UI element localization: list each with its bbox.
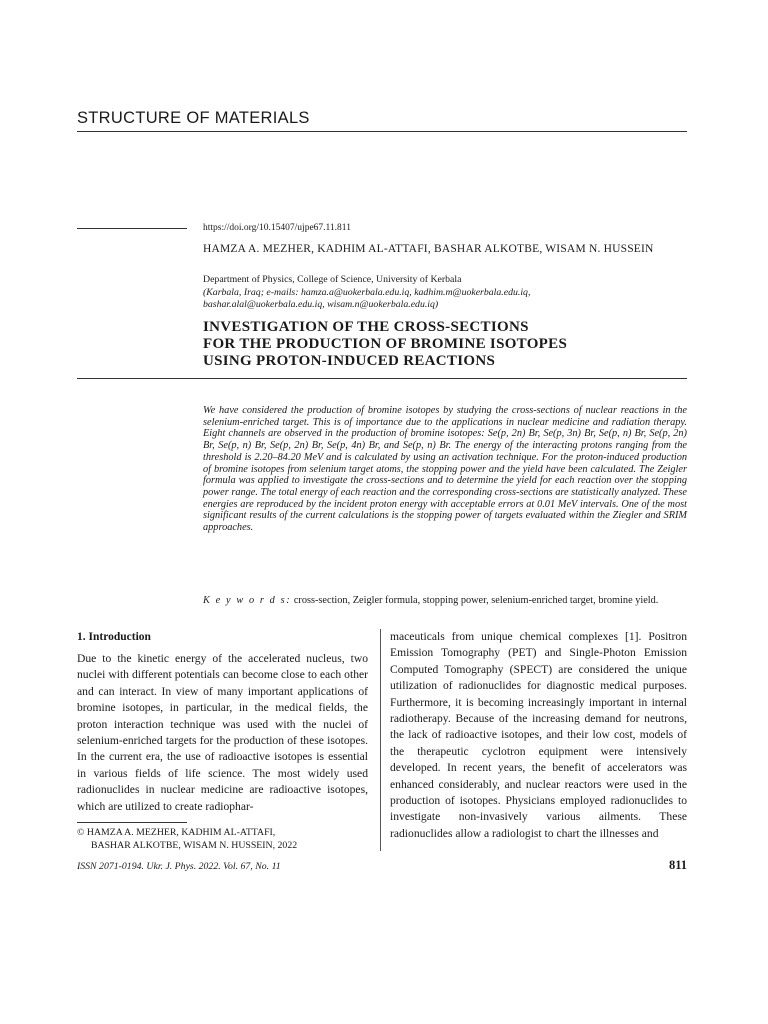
- title-line-2: FOR THE PRODUCTION OF BROMINE ISOTOPES: [203, 336, 568, 352]
- left-column: [77, 629, 368, 815]
- reaction-8: Se(p, n): [402, 440, 440, 452]
- journal-citation: ISSN 2071-0194. Ukr. J. Phys. 2022. Vol. 67, No. 11: [77, 861, 281, 872]
- header-divider: [77, 131, 687, 132]
- reaction-2-product: Br,: [584, 428, 599, 440]
- abstract: [203, 405, 687, 534]
- footnote-rule: [77, 822, 187, 823]
- reaction-5: Se(p, n): [218, 440, 255, 452]
- reaction-1: Se(p, 2n): [487, 428, 529, 440]
- reaction-7-product: Br, and: [368, 440, 403, 452]
- reaction-8-product: Br.: [439, 440, 452, 452]
- intro-text-left: Due to the kinetic energy of the accelerated nucleus, two nuclei with different potentials can become close to each other and can interact. In view of many important applications of bromine isotopes, in particular, in the medical fields, the proton interaction technique was used with the nuclei of selenium-enriched targets for the production of these isotopes. In the current era, the use of radioactive isotopes is essential in various fields of life science. The most widely used radionuclides in nuclear medicine are radioactive isotopes, which are utilized to create radiophar-: [77, 652, 368, 813]
- address-emails: (Karbala, Iraq; e-mails: hamza.a@uokerbala.edu.iq, kadhim.m@uokerbala.edu.iq,: [203, 286, 531, 298]
- copyright-notice: [77, 827, 368, 852]
- reaction-7: Se(p, 4n): [326, 440, 369, 452]
- reaction-1-product: Br,: [528, 428, 544, 440]
- keywords: [203, 594, 687, 607]
- doi-rule: [77, 228, 187, 229]
- reaction-4-product: Br,: [203, 440, 219, 452]
- title-divider: [77, 378, 687, 379]
- address-emails-cont: bashar.alal@uokerbala.edu.iq, wisam.n@uokerbala.edu.iq): [203, 299, 439, 310]
- reaction-3: Se(p, n): [598, 428, 635, 440]
- reaction-3-product: Br,: [634, 428, 650, 440]
- reaction-6: Se(p, 2n): [270, 440, 312, 452]
- reaction-6-product: Br,: [311, 440, 327, 452]
- intro-text-right: maceuticals from unique chemical complexes [1]. Positron Emission Tomography (PET) and Single-Photon Emission Computed Tomography (SPECT) are considered the unique utilization of radionuclides for diagnostic medical purposes. Furthermore, it is becoming increasingly important in internal radiotherapy. Because of the increasing demand for neutrons, the lack of radioactive isotopes, and their low cost, models of the therapeutic cyclotron equipment were intensively developed. In recent years, the benefit of accelerators was enhanced considerably, and nuclear reactors were used in the production of isotopes. Physicians employed radionuclides to investigate non-invasively various ailments. These radionuclides allow a radiologist to chart the illnesses and: [390, 630, 687, 840]
- abstract-body: The energy of the interacting protons ranging from the threshold is 2.20–84.20 MeV and is calculated by using an activation technique. For the proton-induced production of bromine isotopes from selenium target atoms, the stopping power and the yield have been calculated. The Zeigler formula was applied to investigate the cross-sections and to determine the yield for each reaction over the stopping power range. The total energy of each reaction and the corresponding cross-sections are statistically analyzed. These energies are reproduced by the incident proton energy with acceptable errors at 0.01 MeV intervals. One of the most significant results of the current calculations is the stopping power of targets evaluated within the Ziegler and SRIM approaches.: [203, 440, 687, 534]
- reaction-5-product: Br,: [254, 440, 271, 452]
- right-column: [390, 629, 687, 842]
- department: Department of Physics, College of Science, University of Kerbala: [203, 274, 462, 285]
- reaction-2: Se(p, 3n): [543, 428, 585, 440]
- affiliation: [203, 274, 688, 312]
- doi-link[interactable]: https://doi.org/10.15407/ujpe67.11.811: [203, 223, 351, 233]
- section-header: STRUCTURE OF MATERIALS: [77, 109, 310, 127]
- page-number: 811: [668, 858, 687, 872]
- title-line-1: INVESTIGATION OF THE CROSS-SECTIONS: [203, 319, 529, 335]
- intro-heading: 1. Introduction: [77, 631, 151, 643]
- reaction-4: Se(p, 2n): [649, 428, 687, 440]
- copyright-line-1: © HAMZA A. MEZHER, KADHIM AL-ATTAFI,: [77, 827, 276, 838]
- article-title: [203, 319, 688, 370]
- keywords-label: K e y w o r d s:: [203, 595, 292, 606]
- column-divider: [380, 629, 381, 851]
- abstract-intro: We have considered the production of bromine isotopes by studying the cross-sections of nuclear reactions in the selenium-enriched target. This is of importance due to the applications in nuclear medicine and radiation therapy. Eight channels are observed in the production of bromine isotopes:: [203, 405, 687, 440]
- title-line-3: USING PROTON-INDUCED REACTIONS: [203, 353, 496, 369]
- keywords-list: cross-section, Zeigler formula, stopping power, selenium-enriched target, bromine yield.: [293, 595, 659, 606]
- copyright-line-2: BASHAR ALKOTBE, WISAM N. HUSSEIN, 2022: [91, 839, 298, 851]
- author-list: HAMZA A. MEZHER, KADHIM AL-ATTAFI, BASHAR ALKOTBE, WISAM N. HUSSEIN: [203, 243, 654, 255]
